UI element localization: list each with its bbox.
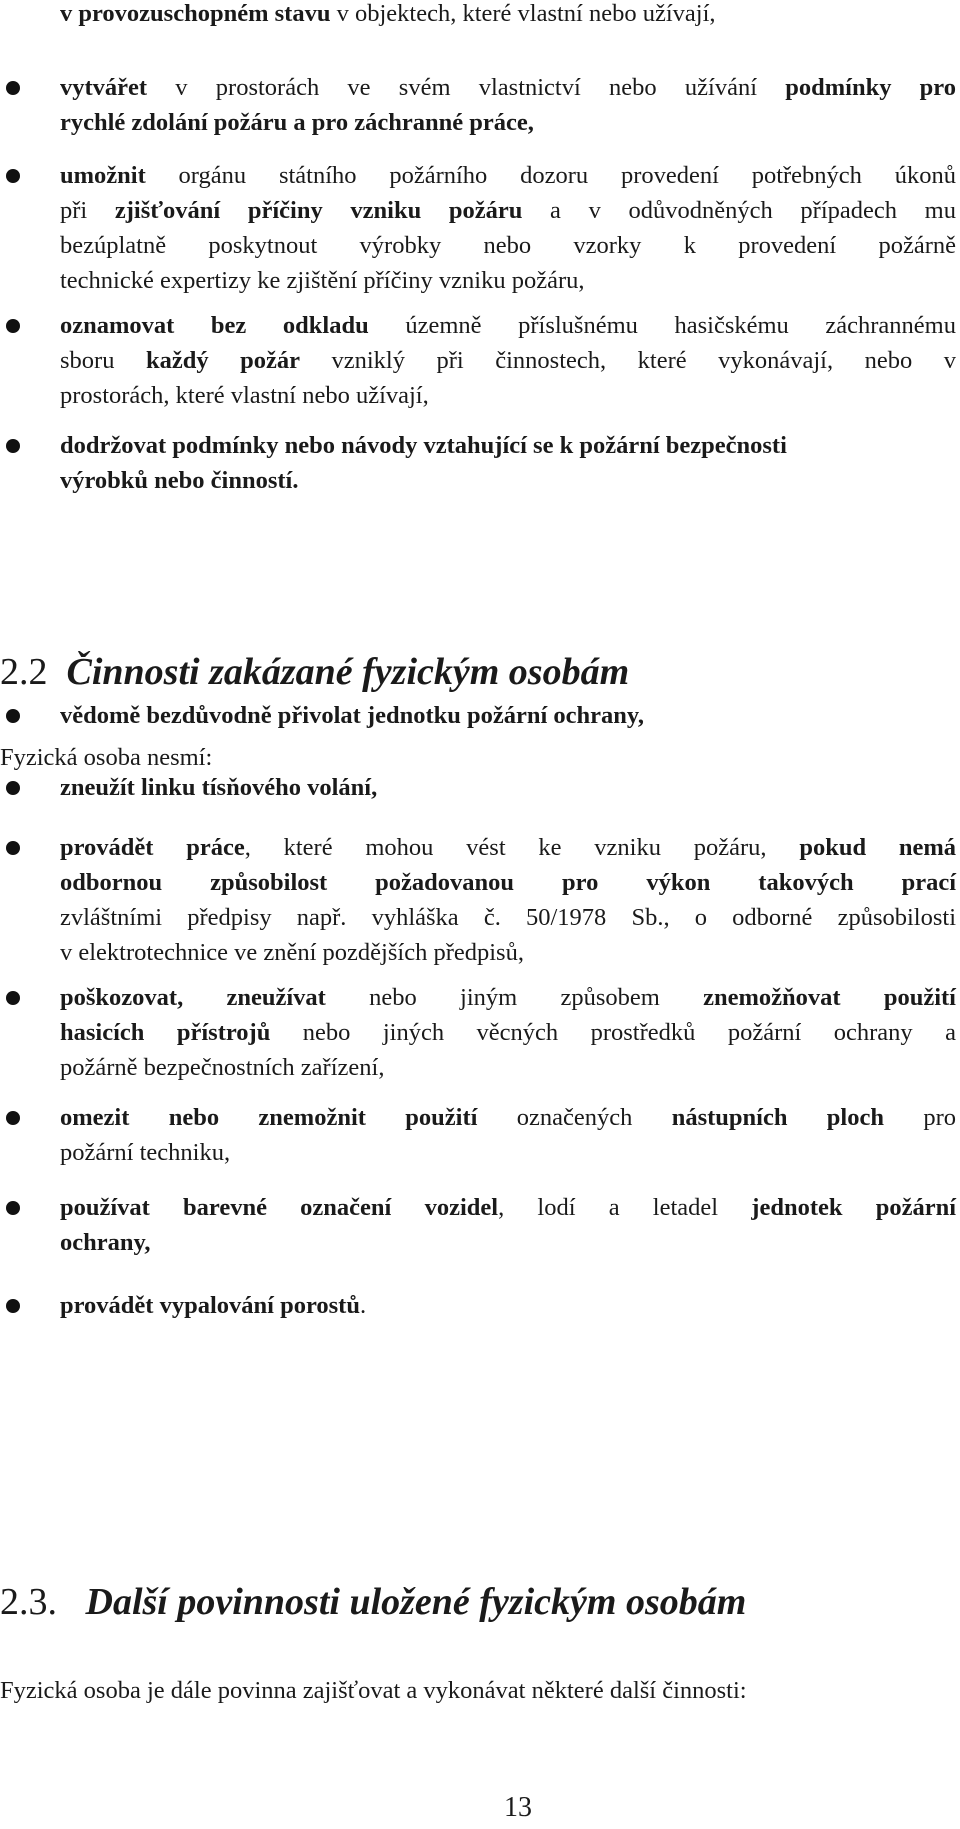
list-item-line	[60, 378, 956, 413]
bold-text: provádět vypalování porostů	[60, 1292, 360, 1319]
text-run: a v odůvodněných případech mu	[522, 197, 956, 224]
text-run: nebo jiným způsobem	[325, 984, 704, 1011]
continuation-line	[60, 0, 956, 31]
list-item-line	[60, 980, 956, 1015]
bold-text: v provozuschopném stavu	[60, 0, 331, 27]
text-run: územně příslušnému hasičskému záchrannému	[368, 312, 956, 339]
text-run: , lodí a letadel	[498, 1194, 752, 1221]
bold-text: oznamovat bez odkladu	[60, 312, 369, 339]
bold-text: výrobků nebo činností.	[60, 467, 299, 494]
text-run: v prostorách ve svém vlastnictví nebo užívání	[147, 74, 786, 101]
list-item-line	[60, 1288, 956, 1323]
bullet-icon	[6, 1201, 20, 1215]
list-item-line	[60, 1190, 956, 1225]
list-item-line	[60, 193, 956, 228]
text-run: sboru	[60, 347, 146, 374]
text-run: .	[359, 1292, 367, 1319]
bullet-icon	[6, 319, 20, 333]
bold-text: vědomě bezdůvodně přivolat jednotku požární ochrany,	[60, 702, 644, 729]
section-title: Další povinnosti uložené fyzickým osobám	[85, 1581, 747, 1623]
list-item-line	[60, 263, 956, 298]
bold-text: pokud nemá	[799, 834, 956, 861]
bullet-icon	[6, 439, 20, 453]
text-run: nebo jiných věcných prostředků požární ochrany a	[270, 1019, 956, 1046]
list-item-line	[60, 830, 956, 865]
list-item-line	[60, 343, 956, 378]
list-item-line	[60, 228, 956, 263]
text-run: technické expertizy ke zjištění příčiny vzniku požáru,	[60, 267, 585, 294]
list-item-line	[60, 770, 956, 805]
bold-text: zneužít linku tísňového volání,	[60, 774, 378, 801]
bullet-icon	[6, 991, 20, 1005]
bullet-icon	[6, 1299, 20, 1313]
bullet-icon	[6, 81, 20, 95]
page-number: 13	[504, 1792, 532, 1823]
list-item-line	[60, 900, 956, 935]
bullet-icon	[6, 781, 20, 795]
bold-text: dodržovat podmínky nebo návody vztahující se k požární bezpečnosti	[60, 432, 787, 459]
list-item-line	[60, 70, 956, 105]
intro-2-2: Fyzická osoba nesmí:	[0, 744, 213, 771]
text-run: pro	[884, 1104, 956, 1131]
list-item-line	[60, 1050, 956, 1085]
bold-text: umožnit	[60, 162, 146, 189]
bold-text: provádět práce	[60, 834, 245, 861]
section-heading-2-2	[0, 648, 629, 696]
intro-2-3: Fyzická osoba je dále povinna zajišťovat a vykonávat některé další činnosti:	[0, 1677, 747, 1704]
list-item-line	[60, 935, 956, 970]
list-item-line	[60, 865, 956, 900]
section-heading-2-3	[0, 1578, 746, 1626]
list-item-line	[60, 428, 956, 463]
section-title: Činnosti zakázané fyzickým osobám	[66, 651, 630, 693]
bold-text: zjišťování příčiny vzniku požáru	[114, 197, 523, 224]
bullet-icon	[6, 841, 20, 855]
bold-text: jednotek požární	[751, 1194, 956, 1221]
text-run: při	[60, 197, 115, 224]
bold-text: rychlé zdolání požáru a pro záchranné práce,	[60, 109, 534, 136]
text-run: orgánu státního požárního dozoru provedení potřebných úkonů	[145, 162, 956, 189]
bold-text: ochrany,	[60, 1229, 151, 1256]
bullet-icon	[6, 1111, 20, 1125]
text-run: , které mohou vést ke vzniku požáru,	[244, 834, 800, 861]
text-run: označených	[477, 1104, 672, 1131]
text-run: v objektech, které vlastní nebo užívají,	[330, 0, 716, 27]
list-item-line	[60, 1225, 956, 1260]
bullet-icon	[6, 169, 20, 183]
text-run: požárně bezpečnostních zařízení,	[60, 1054, 385, 1081]
text-run: v elektrotechnice ve znění pozdějších předpisů,	[60, 939, 524, 966]
list-item-line	[60, 698, 956, 733]
list-item-line	[60, 105, 956, 140]
bold-text: podmínky pro	[785, 74, 956, 101]
bold-text: hasicích přístrojů	[60, 1019, 271, 1046]
bold-text: omezit nebo znemožnit použití	[60, 1104, 478, 1131]
text-run: bezúplatně poskytnout výrobky nebo vzorky k provedení požárně	[60, 232, 956, 259]
bold-text: znemožňovat použití	[703, 984, 956, 1011]
text-run: zvláštními předpisy např. vyhláška č. 50/1978 Sb., o odborné způsobilosti	[60, 904, 956, 931]
text-run: vzniklý při činnostech, které vykonávají, nebo v	[299, 347, 956, 374]
list-item-line	[60, 1100, 956, 1135]
list-item-line	[60, 463, 956, 498]
bold-text: poškozovat, zneužívat	[60, 984, 326, 1011]
text-run: požární techniku,	[60, 1139, 231, 1166]
bold-text: vytvářet	[60, 74, 148, 101]
bullet-icon	[6, 709, 20, 723]
list-item-line	[60, 158, 956, 193]
bold-text: odbornou způsobilost požadovanou pro výkon takových prací	[60, 869, 956, 896]
list-item-line	[60, 308, 956, 343]
list-item-line	[60, 1135, 956, 1170]
text-run: prostorách, které vlastní nebo užívají,	[60, 382, 429, 409]
bold-text: nástupních ploch	[671, 1104, 884, 1131]
bold-text: každý požár	[145, 347, 300, 374]
section-number: 2.2	[0, 651, 48, 693]
bold-text: používat barevné označení vozidel	[60, 1194, 499, 1221]
list-item-line	[60, 1015, 956, 1050]
section-number: 2.3.	[0, 1581, 57, 1623]
